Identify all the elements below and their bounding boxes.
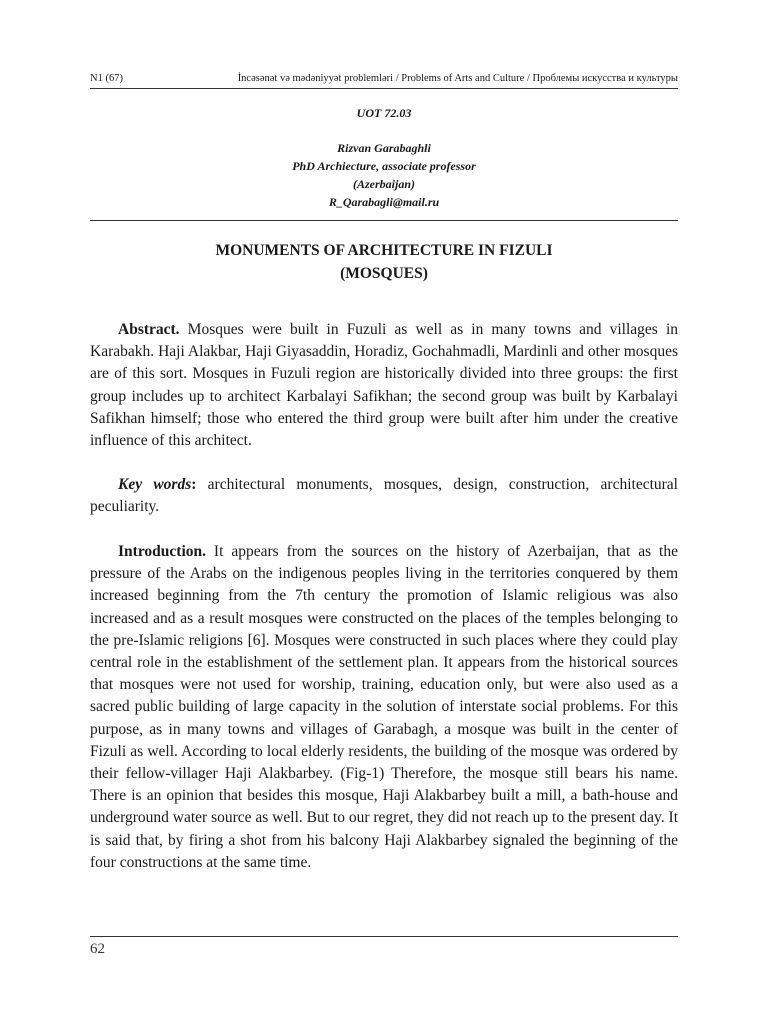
- abstract-label: Abstract.: [118, 321, 180, 338]
- keywords-label: Key words: [118, 476, 192, 493]
- title-line-1: MONUMENTS OF ARCHITECTURE IN FIZULI: [215, 242, 553, 259]
- keywords-text: architectural monuments, mosques, design, construction, architectural peculiarity.: [90, 476, 678, 516]
- running-header: [90, 70, 678, 89]
- page-number: 62: [90, 941, 105, 957]
- keywords-paragraph: [90, 474, 678, 518]
- issue-number: N1 (67): [90, 73, 123, 84]
- title-divider: [90, 220, 678, 221]
- introduction-text: It appears from the sources on the history of Azerbaijan, that as the pressure of the Arabs on the indigenous peoples living in the territories conquered by them increased beginning from the 7th century the promotion of Islamic religious was also increased and as a result mosques were constructed on the places of the temples belonging to the pre-Islamic religions [6]. Mosques were constructed in such places where they could play central role in the establishment of the settlement plan. It appears from the historical sources that mosques were not used for worship, training, education only, but were also used as a sacred public building of large capacity in the solution of interstate social problems. For this purpose, as in many towns and villages of Garabagh, a mosque was built in the center of Fizuli as well. According to local elderly residents, the building of the mosque was ordered by their fellow-villager Haji Alakbarbey. (Fig-1) Therefore, the mosque still bears his name. There is an opinion that besides this mosque, Haji Alakbarbey built a mill, a bath-house and underground water source as well. But to our regret, they did not reach up to the present day. It is said that, by firing a shot from his balcony Haji Alakbarbey signaled the beginning of the four constructions at the same time.: [90, 543, 678, 871]
- title-line-2: (MOSQUES): [340, 265, 428, 282]
- keywords-colon: :: [191, 476, 197, 493]
- article-title: [90, 239, 678, 285]
- abstract-text: Mosques were built in Fuzuli as well as in many towns and villages in Karabakh. Haji Alakbar, Haji Giyasaddin, Horadiz, Gochahmadli, Mardinli and other mosques are of this sort. Mosques in Fuzuli region are historically divided into three groups: the first group includes up to architect Karbalayi Safikhan; the second group was built by Karbalayi Safikhan himself; those who entered the third group were built after him under the creative influence of this architect.: [90, 321, 678, 450]
- author-email: R_Qarabagli@mail.ru: [328, 195, 440, 209]
- author-degree: PhD Archiecture, associate professor: [292, 159, 476, 173]
- author-name: Rizvan Garabaghli: [337, 141, 431, 155]
- abstract-paragraph: [90, 319, 678, 452]
- journal-title: İncəsənət və mədəniyyət problemləri / Problems of Arts and Culture / Проблемы искусства и культуры: [237, 73, 678, 84]
- udc-code: UOT 72.03: [356, 106, 412, 120]
- author-country: (Azerbaijan): [352, 177, 415, 191]
- introduction-label: Introduction.: [118, 543, 206, 560]
- footer-divider: [90, 936, 678, 937]
- article-meta: [90, 104, 678, 211]
- introduction-paragraph: [90, 541, 678, 874]
